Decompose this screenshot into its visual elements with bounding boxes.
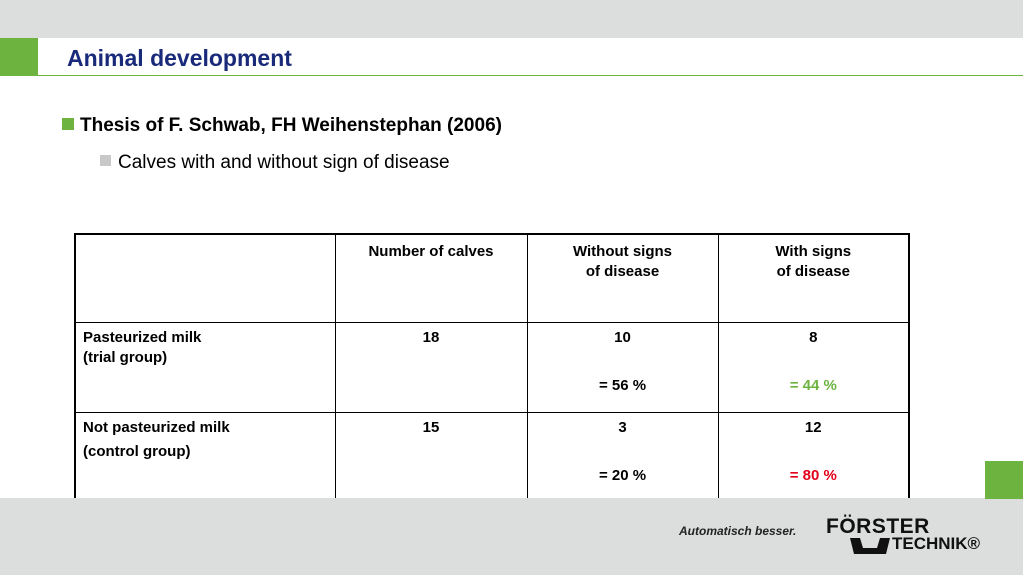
cell-calves: 15 — [335, 412, 527, 500]
header-number-of-calves: Number of calves — [335, 234, 527, 322]
row-label-line1: Pasteurized milk — [83, 328, 202, 346]
header-with-signs: With signs of disease — [718, 234, 909, 322]
table-row — [75, 412, 909, 500]
header-without-signs: Without signs of disease — [527, 234, 718, 322]
logo-line1: FÖRSTER — [826, 515, 930, 538]
title-underline — [38, 75, 1023, 76]
logo-mark-icon — [850, 538, 890, 554]
top-band — [0, 0, 1023, 38]
logo-line2: TECHNIK® — [892, 534, 981, 553]
table-row — [75, 322, 909, 412]
cell-with-percent: = 44 % — [789, 376, 837, 394]
slide-title: Animal development — [67, 45, 292, 71]
footer-green-square — [985, 461, 1023, 499]
table-header-row — [75, 234, 909, 322]
cell-with-signs — [718, 322, 909, 412]
title-accent-square — [0, 38, 38, 76]
cell-without-percent: = 56 % — [598, 376, 647, 394]
row-label-line2: (trial group) — [83, 348, 168, 366]
cell-with-count: 12 — [804, 418, 822, 436]
green-square-bullet-icon — [62, 118, 74, 130]
cell-with-signs — [718, 412, 909, 500]
title-bar — [0, 38, 1023, 76]
cell-without-signs — [527, 322, 718, 412]
row-label — [75, 322, 335, 412]
bullet-level2-text: Calves with and without sign of disease — [118, 152, 450, 173]
bullet-level2 — [100, 151, 450, 175]
bullet-level1-text: Thesis of F. Schwab, FH Weihenstephan (2006) — [80, 115, 502, 136]
grey-square-bullet-icon — [100, 155, 111, 166]
cell-without-percent: = 20 % — [598, 466, 647, 484]
row-label-line1: Not pasteurized milk — [83, 418, 230, 436]
cell-without-signs — [527, 412, 718, 500]
cell-with-count: 8 — [809, 328, 818, 346]
cell-without-count: 3 — [618, 418, 627, 436]
row-label — [75, 412, 335, 500]
row-label-line2: (control group) — [83, 442, 191, 460]
forster-technik-logo — [826, 516, 994, 556]
footer-tagline: Automatisch besser. — [679, 524, 797, 538]
bullet-level1 — [62, 114, 502, 138]
calves-table — [74, 233, 910, 501]
header-empty-cell — [75, 234, 335, 322]
cell-calves: 18 — [335, 322, 527, 412]
cell-with-percent: = 80 % — [789, 466, 837, 484]
cell-without-count: 10 — [614, 328, 631, 346]
